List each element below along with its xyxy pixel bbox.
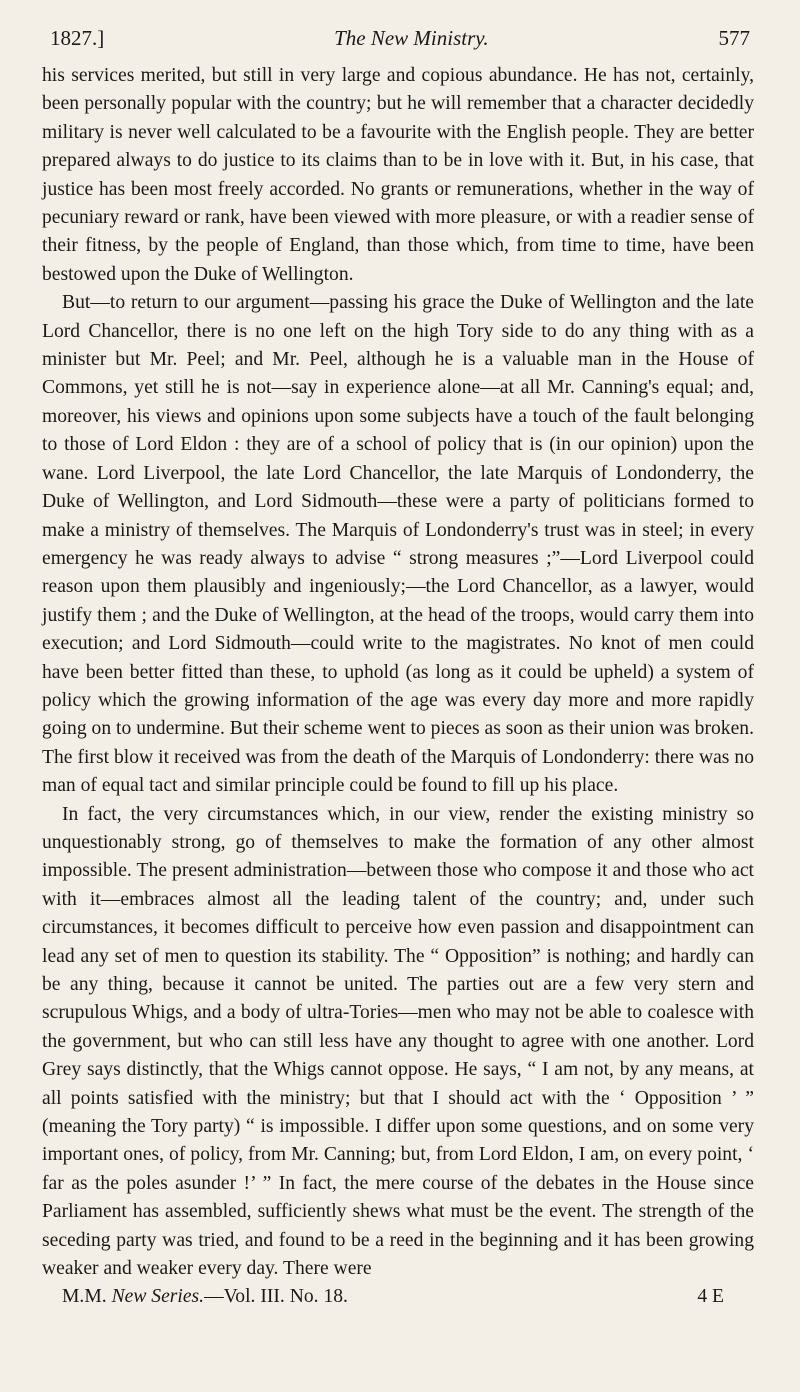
running-header <box>42 26 754 60</box>
paragraph-2: But—to return to our argument—passing his grace the Duke of Wellington and the late Lord Chancellor, there is no one left on the high Tory side to do any thing with as a minister but Mr. Peel; and Mr. Peel, although he is a valuable man in the House of Commons, yet still he is not—say in experience alone—at all Mr. Canning's equal; and, moreover, his views and opinions upon some subjects have a touch of the fault belonging to those of Lord Eldon : they are of a school of policy that is (in our opinion) upon the wane. Lord Liverpool, the late Lord Chancellor, the late Marquis of Londonderry, the Duke of Wellington, and Lord Sidmouth—these were a party of politicians formed to make a ministry of themselves. The Marquis of Londonderry's trust was in steel; in every emergency he was ready always to advise “ strong measures ;”—Lord Liverpool could reason upon them plausibly and ingeniously;—the Lord Chancellor, as a lawyer, would justify them ; and the Duke of Wellington, at the head of the troops, would carry them into execution; and Lord Sidmouth—could write to the magistrates. No knot of men could have been better fitted than these, to uphold (as long as it could be upheld) a system of policy which the growing information of the age was every day more and more rapidly going on to undermine. But their scheme went to pieces as soon as their union was broken. The first blow it received was from the death of the Marquis of Londonderry: there was no man of equal tact and similar principle could be found to fill up his place. <box>42 292 754 797</box>
series-name: New Series. <box>111 1286 205 1308</box>
paragraph-3: In fact, the very circumstances which, in our view, render the existing ministry so unquestionably strong, go of themselves to make the formation of any other almost impossible. The present administration—between those who compose it and those who act with it—embraces almost all the leading talent of the country; and, under such circumstances, it becomes difficult to perceive how even passion and disappointment can lead any set of men to question its stability. The “ Opposition” is nothing; and hardly can be any thing, because it cannot be united. The parties out are a few very stern and scrupulous Whigs, and a body of ultra-Tories—men who may not be able to coalesce with the government, but who can still less have any thought to agree with one another. Lord Grey says distinctly, that the Whigs cannot oppose. He says, “ I am not, by any means, at all points satisfied with the ministry; but that I should act with the ‘ Opposition ’ ” (meaning the Tory party) “ is impossible. I differ upon some questions, and on some very important ones, of policy, from Mr. Canning; but, from Lord Eldon, I am, on every point, ‘ far as the poles asunder !’ ” In fact, the mere course of the debates in the House since Parliament has assembled, sufficiently shews what must be the event. The strength of the seceding party was tried, and found to be a reed in the beginning and it has been growing weaker and weaker every day. There were <box>42 803 754 1280</box>
volume-number: —Vol. III. No. 18. <box>204 1286 348 1308</box>
page-number: 577 <box>718 26 750 50</box>
journal-citation <box>62 1283 348 1311</box>
header-title: The New Ministry. <box>334 26 489 50</box>
page-footer <box>42 1283 754 1311</box>
signature-mark: 4 E <box>697 1286 724 1308</box>
body-text <box>42 62 754 1283</box>
paragraph-1: his services merited, but still in very large and copious abundance. He has not, certainly, been personally popular with the country; but he will remember that a character decidedly military is never well calculated to be a favourite with the English people. They are better prepared always to do justice to its claims than to be in love with it. But, in his case, that justice has been most freely accorded. No grants or remunerations, whether in the way of pecuniary reward or rank, have been viewed with more pleasure, or with a readier sense of their fitness, by the people of England, than those which, from time to time, have been bestowed upon the Duke of Wellington. <box>42 65 754 285</box>
journal-abbrev: M.M. <box>62 1286 107 1308</box>
header-year: 1827.] <box>50 26 105 50</box>
